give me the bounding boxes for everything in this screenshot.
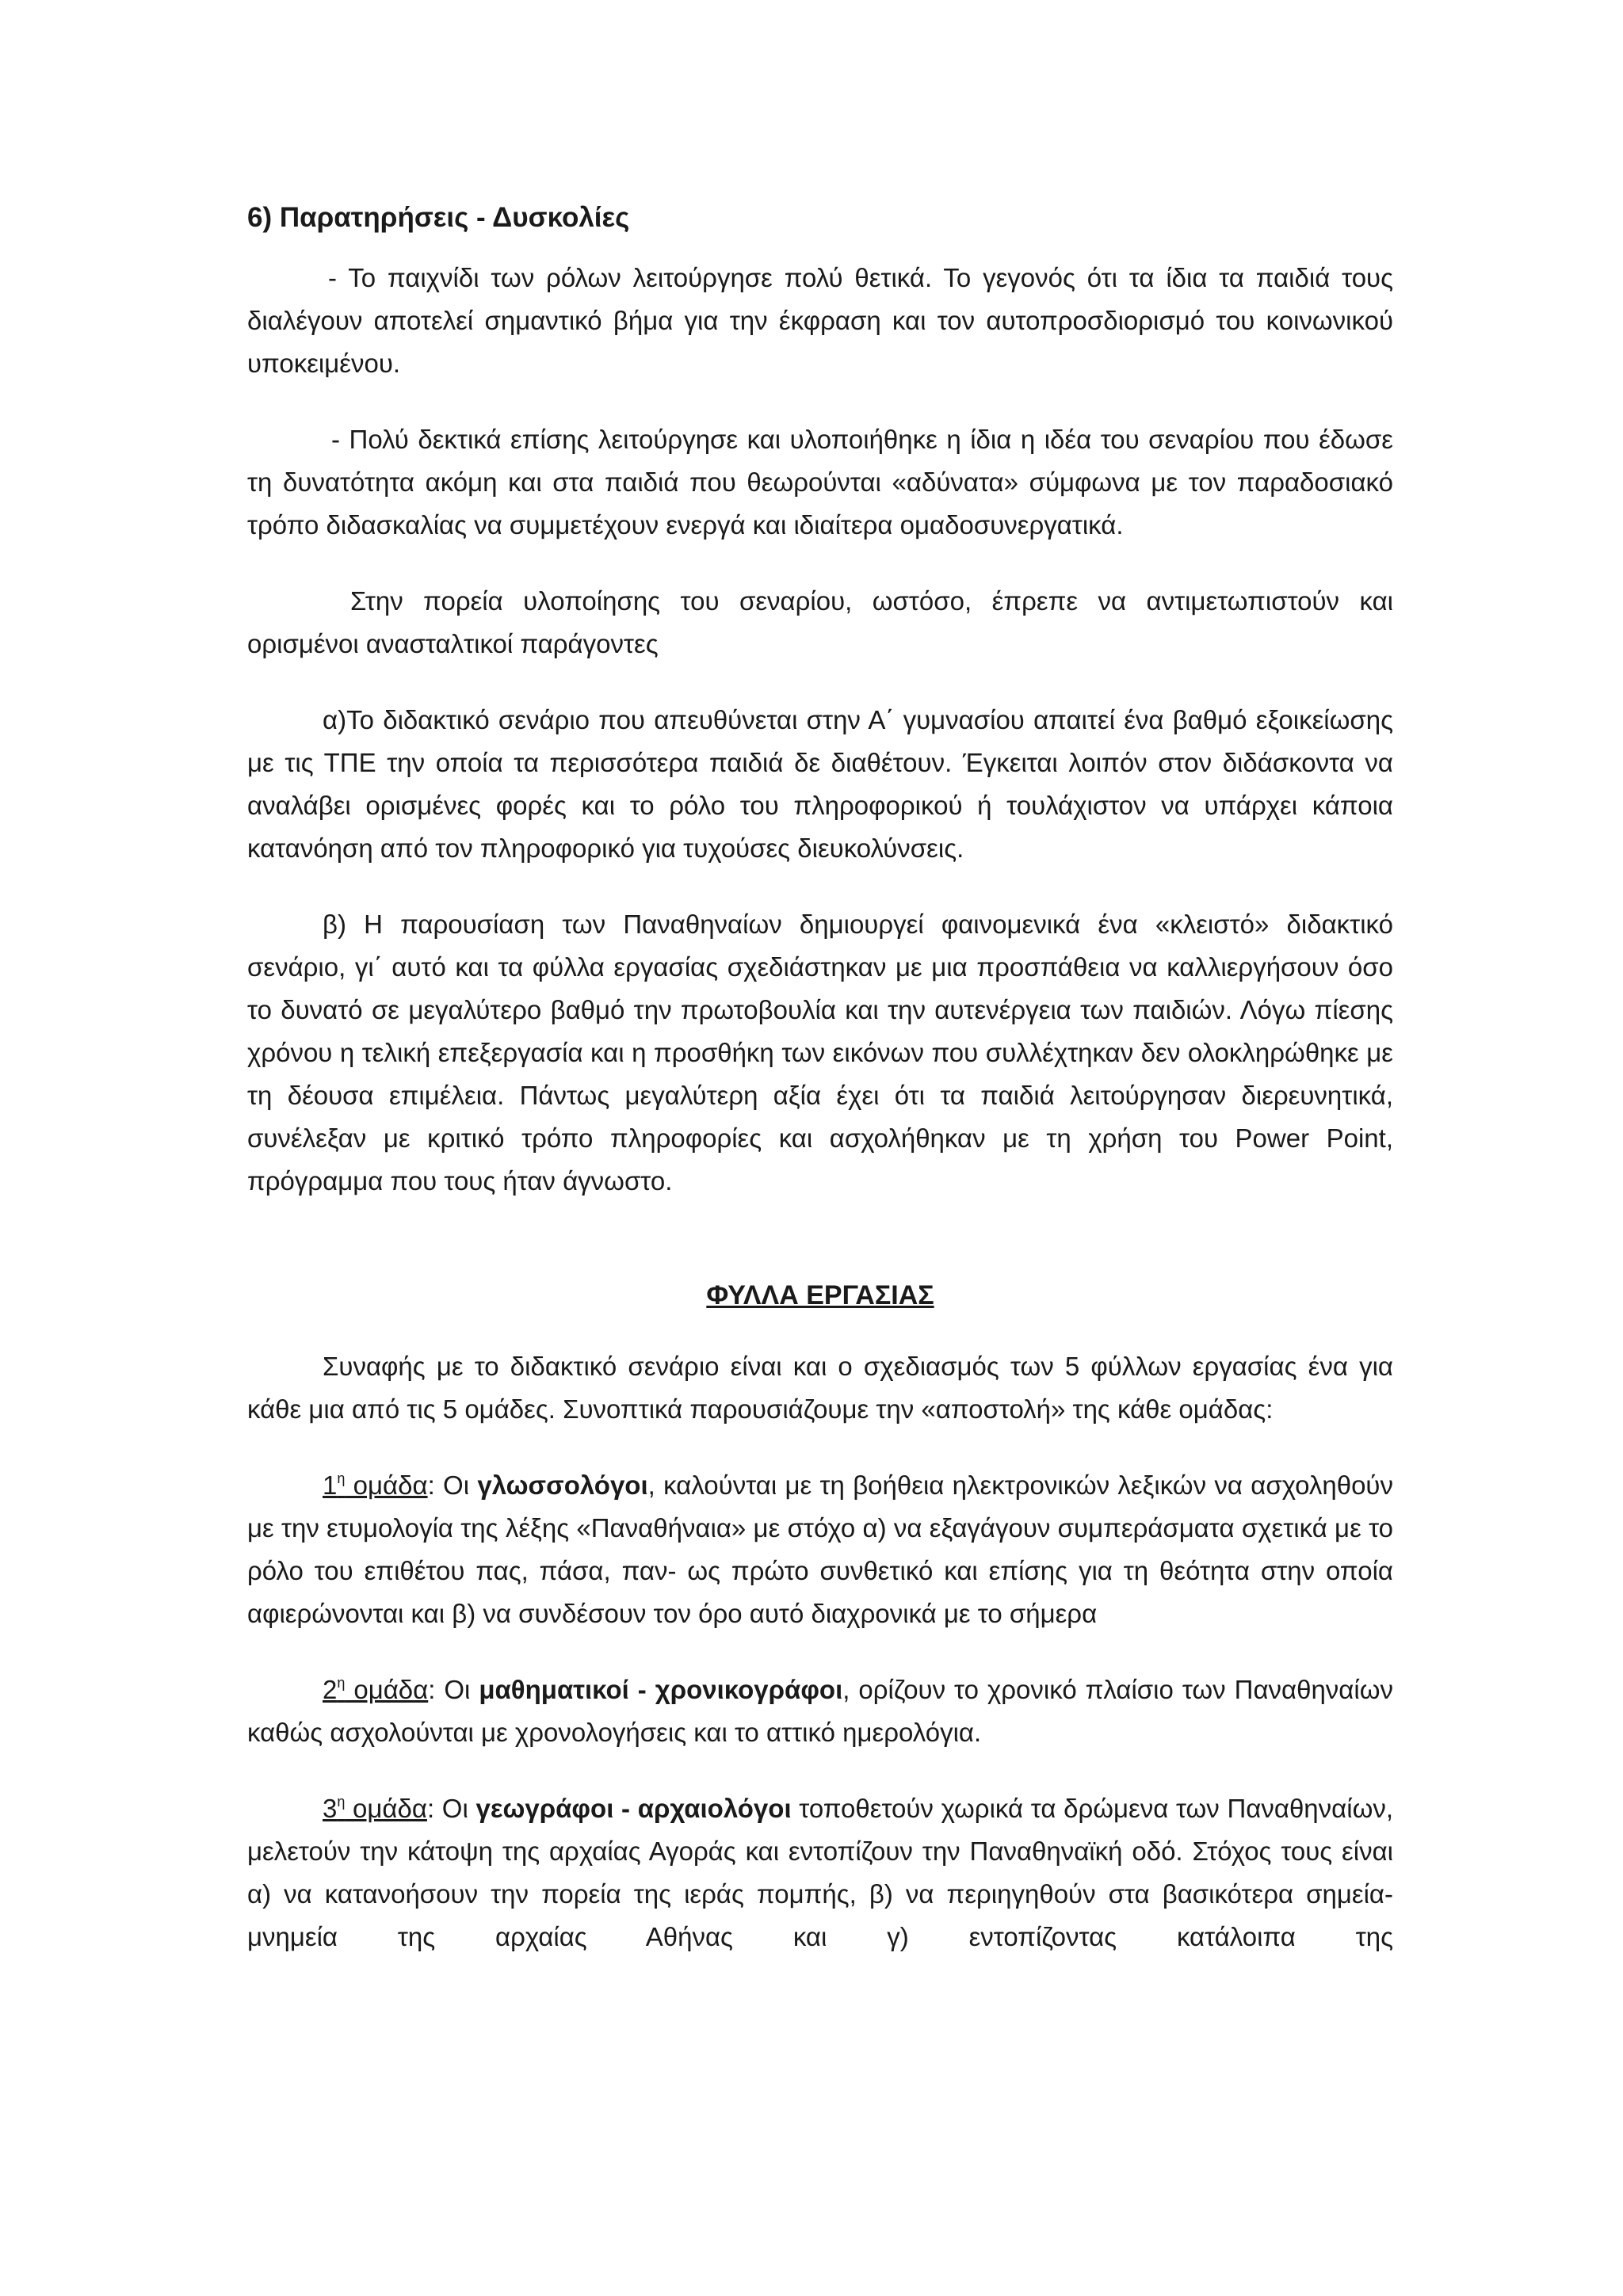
- group-3-word: ομάδα: [345, 1794, 427, 1823]
- group-1-label: [323, 1470, 428, 1500]
- group-3-ordinal: η: [337, 1794, 346, 1810]
- group-2-paragraph: [247, 1669, 1393, 1754]
- group-2-number: 2: [323, 1675, 338, 1704]
- section-6-paragraph-1: - Το παιχνίδι των ρόλων λειτούργησε πολύ θετικά. Το γεγονός ότι τα ίδια τα παιδιά τους διαλέγουν αποτελεί σημαντικό βήμα για την έκφραση και τον αυτοπροσδιορισμό του κοινωνικού υποκειμένου.: [247, 263, 1393, 378]
- group-1-pre: : Οι: [427, 1470, 478, 1500]
- group-1-text: , καλούνται με τη βοήθεια ηλεκτρονικών λεξικών να ασχοληθούν με την ετυμολογία της λέξης «Παναθήναια» με στόχο α) να εξαγάγουν συμπεράσματα σχετικά με το ρόλο του επιθέτου πας, πάσα, παν- ως πρώτο συνθετικό και επίσης για τη θεότητα στην οποία αφιερώνονται και β) να συνδέσουν τον όρο αυτό διαχρονικά με το σήμερα: [247, 1470, 1393, 1628]
- worksheets-title: ΦΥΛΛΑ ΕΡΓΑΣΙΑΣ: [706, 1280, 934, 1310]
- section-6-paragraph-4: α)Το διδακτικό σενάριο που απευθύνεται στην Α΄ γυμνασίου απαιτεί ένα βαθμό εξοικείωσης με τις ΤΠΕ την οποία τα περισσότερα παιδιά δε διαθέτουν. Έγκειται λοιπόν στον διδάσκοντα να αναλάβει ορισμένες φορές και το ρόλο του πληροφορικού ή τουλάχιστον να υπάρχει κάποια κατανόηση από τον πληροφορικό για τυχούσες διευκολύνσεις.: [247, 705, 1393, 863]
- group-2-text: , ορίζουν το χρονικό πλαίσιο των Παναθηναίων καθώς ασχολούνται με χρονολογήσεις και το αττικό ημερολόγια.: [247, 1675, 1393, 1747]
- group-3-role: γεωγράφοι - αρχαιολόγοι: [475, 1794, 792, 1823]
- group-3-paragraph: [247, 1787, 1393, 1958]
- group-1-word: ομάδα: [345, 1470, 428, 1500]
- group-1-number: 1: [323, 1470, 338, 1500]
- group-2-role: μαθηματικοί - χρονικογράφοι: [479, 1675, 843, 1704]
- section-6-title: 6) Παρατηρήσεις - Δυσκολίες: [247, 202, 630, 233]
- section-6-paragraph-3: Στην πορεία υλοποίησης του σεναρίου, ωστόσο, έπρεπε να αντιμετωπιστούν και ορισμένοι ανασταλτικοί παράγοντες: [247, 586, 1393, 658]
- group-3-number: 3: [323, 1794, 338, 1823]
- group-3-label: [323, 1794, 427, 1823]
- group-1-ordinal: η: [337, 1470, 346, 1486]
- group-1-role: γλωσσολόγοι: [477, 1470, 648, 1500]
- section-6-paragraph-5: β) Η παρουσίαση των Παναθηναίων δημιουργεί φαινομενικά ένα «κλειστό» διδακτικό σενάριο, γι΄ αυτό και τα φύλλα εργασίας σχεδιάστηκαν με μια προσπάθεια να καλλιεργήσουν όσο το δυνατό σε μεγαλύτερο βαθμό την πρωτοβουλία και την αυτενέργεια των παιδιών. Λόγω πίεσης χρόνου η τελική επεξεργασία και η προσθήκη των εικόνων που συλλέχτηκαν δεν ολοκληρώθηκε με τη δέουσα επιμέλεια. Πάντως μεγαλύτερη αξία έχει ότι τα παιδιά λειτούργησαν διερευνητικά, συνέλεξαν με κριτικό τρόπο πληροφορίες και ασχολήθηκαν με τη χρήση του Power Point, πρόγραμμα που τους ήταν άγνωστο.: [247, 910, 1393, 1196]
- group-3-pre: : Οι: [426, 1794, 476, 1823]
- group-2-ordinal: η: [337, 1675, 346, 1691]
- section-6-paragraph-2: - Πολύ δεκτικά επίσης λειτούργησε και υλοποιήθηκε η ίδια η ιδέα του σεναρίου που έδωσε τη δυνατότητα ακόμη και στα παιδιά που θεωρούνται «αδύνατα» σύμφωνα με τον παραδοσιακό τρόπο διδασκαλίας να συμμετέχουν ενεργά και ιδιαίτερα ομαδοσυνεργατικά.: [247, 425, 1393, 540]
- worksheets-intro: Συναφής με το διδακτικό σενάριο είναι και ο σχεδιασμός των 5 φύλλων εργασίας ένα για κάθε μια από τις 5 ομάδες. Συνοπτικά παρουσιάζουμε την «αποστολή» της κάθε ομάδας:: [247, 1352, 1393, 1424]
- group-2-pre: : Οι: [428, 1675, 479, 1704]
- group-2-label: [323, 1675, 428, 1704]
- group-2-word: ομάδα: [345, 1675, 429, 1704]
- group-3-text: τοποθετούν χωρικά τα δρώμενα των Παναθηναίων, μελετούν την κάτοψη της αρχαίας Αγοράς και εντοπίζουν την Παναθηναϊκή οδό. Στόχος τους είναι α) να κατανοήσουν την πορεία της ιεράς πομπής, β) να περιηγηθούν στα βασικότερα σημεία-μνημεία της αρχαίας Αθήνας και γ) εντοπίζοντας κατάλοιπα της: [247, 1794, 1394, 1951]
- group-1-paragraph: [247, 1464, 1393, 1635]
